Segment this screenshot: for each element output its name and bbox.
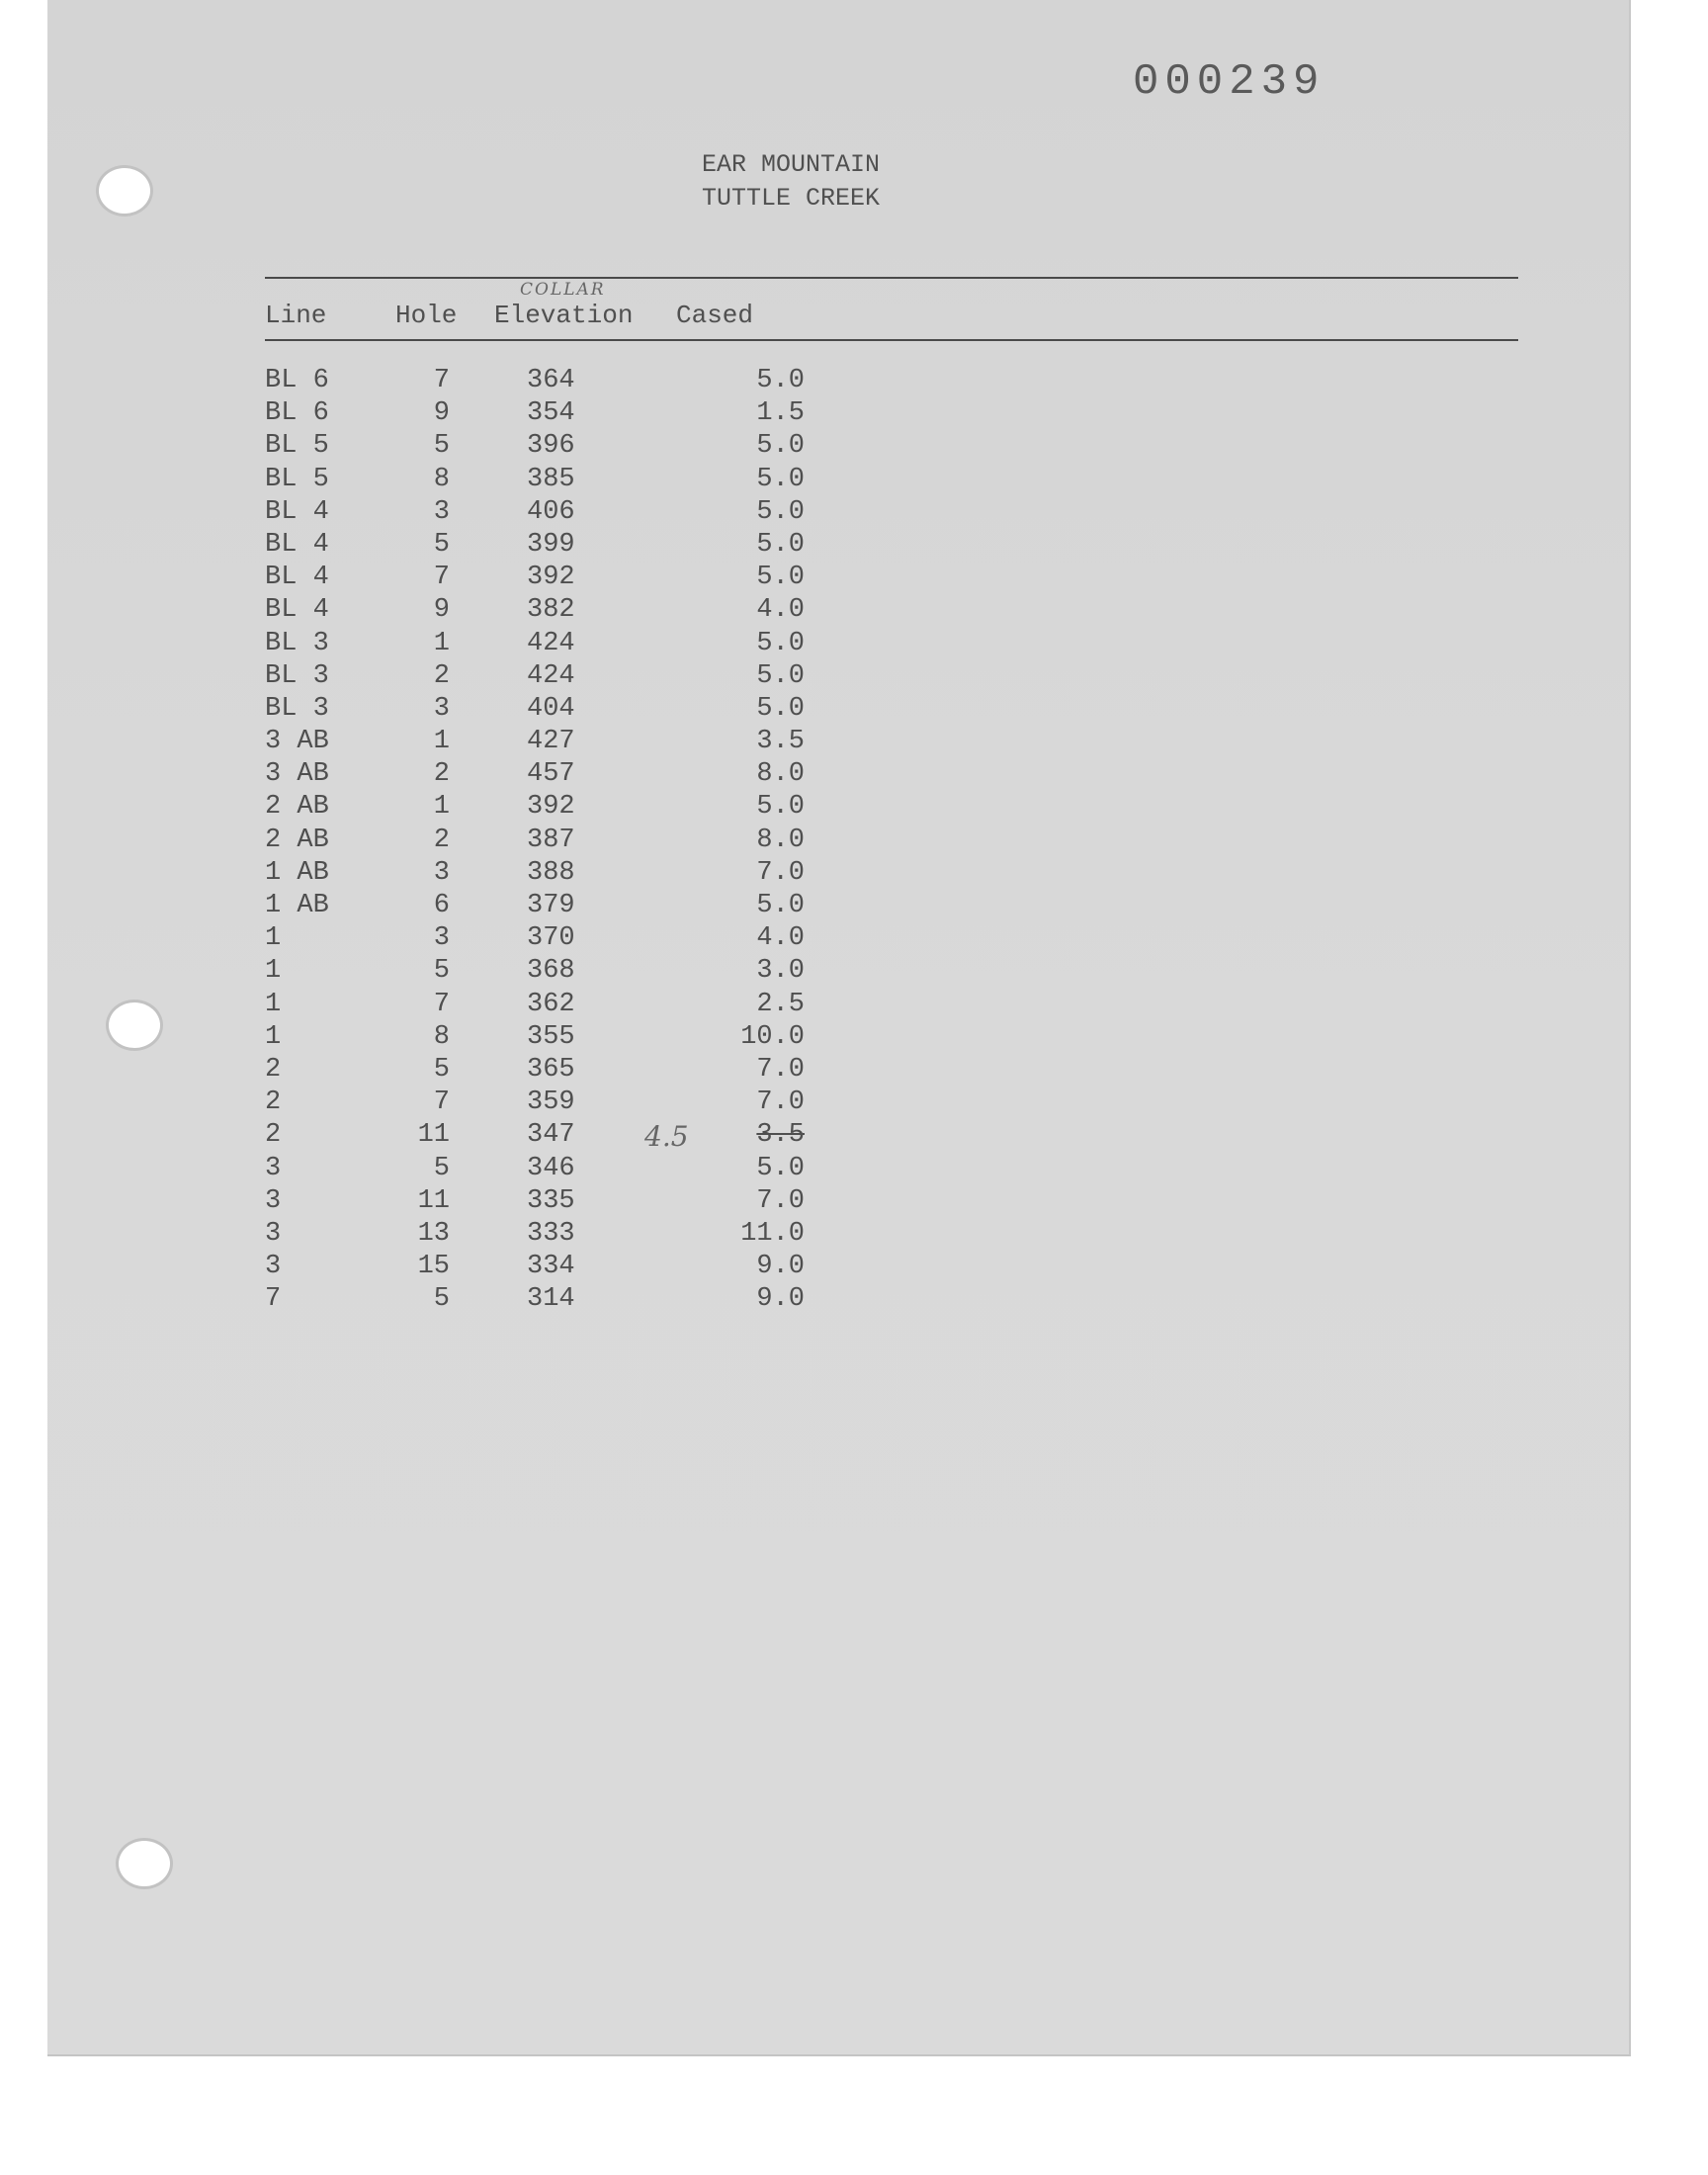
hole-cell: 5 xyxy=(433,1284,450,1315)
line-cell: BL 4 xyxy=(265,563,329,593)
hole-cell: 8 xyxy=(433,1021,450,1052)
cased-cell: 9.0 xyxy=(756,1252,805,1282)
elevation-cell: 334 xyxy=(527,1252,575,1282)
line-cell: 2 xyxy=(265,1054,282,1085)
line-cell: BL 4 xyxy=(265,496,329,527)
line-cell: 1 xyxy=(265,1021,282,1052)
cased-cell: 3.5 xyxy=(756,1120,805,1151)
elevation-cell: 382 xyxy=(527,595,575,626)
punch-hole-top xyxy=(99,168,150,214)
table-row xyxy=(0,497,1708,530)
hole-cell: 5 xyxy=(433,956,450,987)
table-row xyxy=(0,1088,1708,1120)
table-row xyxy=(0,923,1708,956)
line-cell: 3 AB xyxy=(265,759,329,790)
cased-cell: 5.0 xyxy=(756,792,805,823)
table-row xyxy=(0,1186,1708,1219)
cased-cell: 7.0 xyxy=(756,1088,805,1118)
line-cell: 2 AB xyxy=(265,825,329,855)
title-line-1: EAR MOUNTAIN xyxy=(701,150,881,179)
hole-cell: 5 xyxy=(433,1153,450,1183)
title-line-2: TUTTLE CREEK xyxy=(701,184,881,213)
line-cell: 1 AB xyxy=(265,857,329,888)
line-cell: BL 6 xyxy=(265,366,329,395)
line-cell: BL 3 xyxy=(265,693,329,724)
table-row xyxy=(0,891,1708,923)
hole-cell: 2 xyxy=(433,825,450,855)
cased-cell: 1.5 xyxy=(756,398,805,429)
table-row xyxy=(0,858,1708,891)
table-row xyxy=(0,1252,1708,1284)
line-cell: 3 AB xyxy=(265,727,329,757)
line-cell: 2 xyxy=(265,1120,282,1151)
table-row xyxy=(0,595,1708,628)
cased-cell: 5.0 xyxy=(756,431,805,462)
hole-cell: 9 xyxy=(433,398,450,429)
line-cell: BL 5 xyxy=(265,464,329,494)
line-cell: 7 xyxy=(265,1284,282,1315)
line-cell: BL 3 xyxy=(265,660,329,691)
header-top-rule xyxy=(265,277,1518,279)
hole-cell: 11 xyxy=(417,1120,450,1151)
punch-hole-bottom xyxy=(119,1841,170,1886)
hole-cell: 13 xyxy=(417,1218,450,1249)
table-row xyxy=(0,563,1708,595)
elevation-cell: 392 xyxy=(527,563,575,593)
hole-cell: 15 xyxy=(417,1252,450,1282)
cased-cell: 5.0 xyxy=(756,1153,805,1183)
elevation-cell: 354 xyxy=(527,398,575,429)
cased-cell: 7.0 xyxy=(756,1185,805,1216)
table-row xyxy=(0,694,1708,727)
hole-cell: 1 xyxy=(433,727,450,757)
cased-cell: 5.0 xyxy=(756,660,805,691)
elevation-cell: 404 xyxy=(527,693,575,724)
elevation-cell: 359 xyxy=(527,1088,575,1118)
hole-cell: 1 xyxy=(433,628,450,658)
hole-cell: 7 xyxy=(433,989,450,1019)
hole-cell: 3 xyxy=(433,693,450,724)
cased-cell: 9.0 xyxy=(756,1284,805,1315)
table-row xyxy=(0,956,1708,989)
line-cell: BL 3 xyxy=(265,628,329,658)
header-bottom-rule xyxy=(265,339,1518,341)
cased-cell: 5.0 xyxy=(756,693,805,724)
elevation-cell: 364 xyxy=(527,366,575,395)
cased-cell: 7.0 xyxy=(756,857,805,888)
elevation-cell: 368 xyxy=(527,956,575,987)
hole-cell: 5 xyxy=(433,431,450,462)
elevation-cell: 427 xyxy=(527,727,575,757)
table-row xyxy=(0,1055,1708,1088)
column-header-cased: Cased xyxy=(676,301,754,330)
elevation-cell: 333 xyxy=(527,1218,575,1249)
document-number: 000239 xyxy=(1133,57,1325,107)
line-cell: 1 xyxy=(265,989,282,1019)
hole-cell: 7 xyxy=(433,1088,450,1118)
elevation-cell: 365 xyxy=(527,1054,575,1085)
elevation-cell: 347 xyxy=(527,1120,575,1151)
cased-cell: 5.0 xyxy=(756,628,805,658)
line-cell: 2 xyxy=(265,1088,282,1118)
elevation-cell: 362 xyxy=(527,989,575,1019)
line-cell: 1 xyxy=(265,923,282,954)
table-row xyxy=(0,1284,1708,1317)
elevation-cell: 457 xyxy=(527,759,575,790)
line-cell: 3 xyxy=(265,1153,282,1183)
data-table xyxy=(0,366,1708,1317)
table-row xyxy=(0,1120,1708,1153)
table-row xyxy=(0,826,1708,858)
cased-cell: 4.0 xyxy=(756,923,805,954)
line-cell: 1 AB xyxy=(265,891,329,920)
elevation-cell: 314 xyxy=(527,1284,575,1315)
table-row xyxy=(0,366,1708,398)
line-cell: BL 6 xyxy=(265,398,329,429)
cased-cell: 10.0 xyxy=(740,1021,805,1052)
elevation-cell: 379 xyxy=(527,891,575,920)
table-row xyxy=(0,1022,1708,1055)
cased-cell: 7.0 xyxy=(756,1054,805,1085)
table-row xyxy=(0,398,1708,431)
hole-cell: 3 xyxy=(433,923,450,954)
hole-cell: 9 xyxy=(433,595,450,626)
hole-cell: 2 xyxy=(433,660,450,691)
cased-cell: 5.0 xyxy=(756,563,805,593)
table-row xyxy=(0,1219,1708,1252)
table-row xyxy=(0,759,1708,792)
cased-cell: 2.5 xyxy=(756,989,805,1019)
line-cell: BL 4 xyxy=(265,529,329,560)
elevation-cell: 346 xyxy=(527,1153,575,1183)
hole-cell: 7 xyxy=(433,366,450,395)
table-row xyxy=(0,792,1708,825)
column-header-hole: Hole xyxy=(395,301,458,330)
table-row xyxy=(0,1154,1708,1186)
table-row xyxy=(0,629,1708,661)
hole-cell: 1 xyxy=(433,792,450,823)
cased-cell: 4.0 xyxy=(756,595,805,626)
elevation-cell: 396 xyxy=(527,431,575,462)
cased-cell: 5.0 xyxy=(756,891,805,920)
elevation-cell: 392 xyxy=(527,792,575,823)
elevation-cell: 385 xyxy=(527,464,575,494)
hole-cell: 6 xyxy=(433,891,450,920)
elevation-cell: 388 xyxy=(527,857,575,888)
elevation-cell: 355 xyxy=(527,1021,575,1052)
elevation-cell: 335 xyxy=(527,1185,575,1216)
line-cell: BL 4 xyxy=(265,595,329,626)
hole-cell: 2 xyxy=(433,759,450,790)
table-row xyxy=(0,727,1708,759)
elevation-cell: 424 xyxy=(527,660,575,691)
table-row xyxy=(0,431,1708,464)
table-row xyxy=(0,661,1708,694)
cased-cell: 5.0 xyxy=(756,496,805,527)
table-row xyxy=(0,990,1708,1022)
cased-cell: 5.0 xyxy=(756,366,805,395)
line-cell: BL 5 xyxy=(265,431,329,462)
cased-cell: 3.0 xyxy=(756,956,805,987)
elevation-cell: 399 xyxy=(527,529,575,560)
hole-cell: 3 xyxy=(433,496,450,527)
cased-cell: 11.0 xyxy=(740,1218,805,1249)
elevation-cell: 424 xyxy=(527,628,575,658)
handwritten-correction: 4.5 xyxy=(644,1120,689,1154)
cased-cell: 5.0 xyxy=(756,529,805,560)
hole-cell: 8 xyxy=(433,464,450,494)
hole-cell: 5 xyxy=(433,1054,450,1085)
column-header-elevation: Elevation xyxy=(494,301,634,330)
cased-cell: 5.0 xyxy=(756,464,805,494)
line-cell: 1 xyxy=(265,956,282,987)
hole-cell: 3 xyxy=(433,857,450,888)
cased-cell: 3.5 xyxy=(756,727,805,757)
elevation-cell: 370 xyxy=(527,923,575,954)
hole-cell: 5 xyxy=(433,529,450,560)
hole-cell: 7 xyxy=(433,563,450,593)
hole-cell: 11 xyxy=(417,1185,450,1216)
cased-cell: 8.0 xyxy=(756,759,805,790)
cased-cell: 8.0 xyxy=(756,825,805,855)
line-cell: 3 xyxy=(265,1185,282,1216)
line-cell: 3 xyxy=(265,1252,282,1282)
table-row xyxy=(0,530,1708,563)
collar-annotation: COLLAR xyxy=(520,280,606,300)
elevation-cell: 406 xyxy=(527,496,575,527)
table-row xyxy=(0,465,1708,497)
elevation-cell: 387 xyxy=(527,825,575,855)
line-cell: 2 AB xyxy=(265,792,329,823)
column-header-line: Line xyxy=(265,301,327,330)
line-cell: 3 xyxy=(265,1218,282,1249)
